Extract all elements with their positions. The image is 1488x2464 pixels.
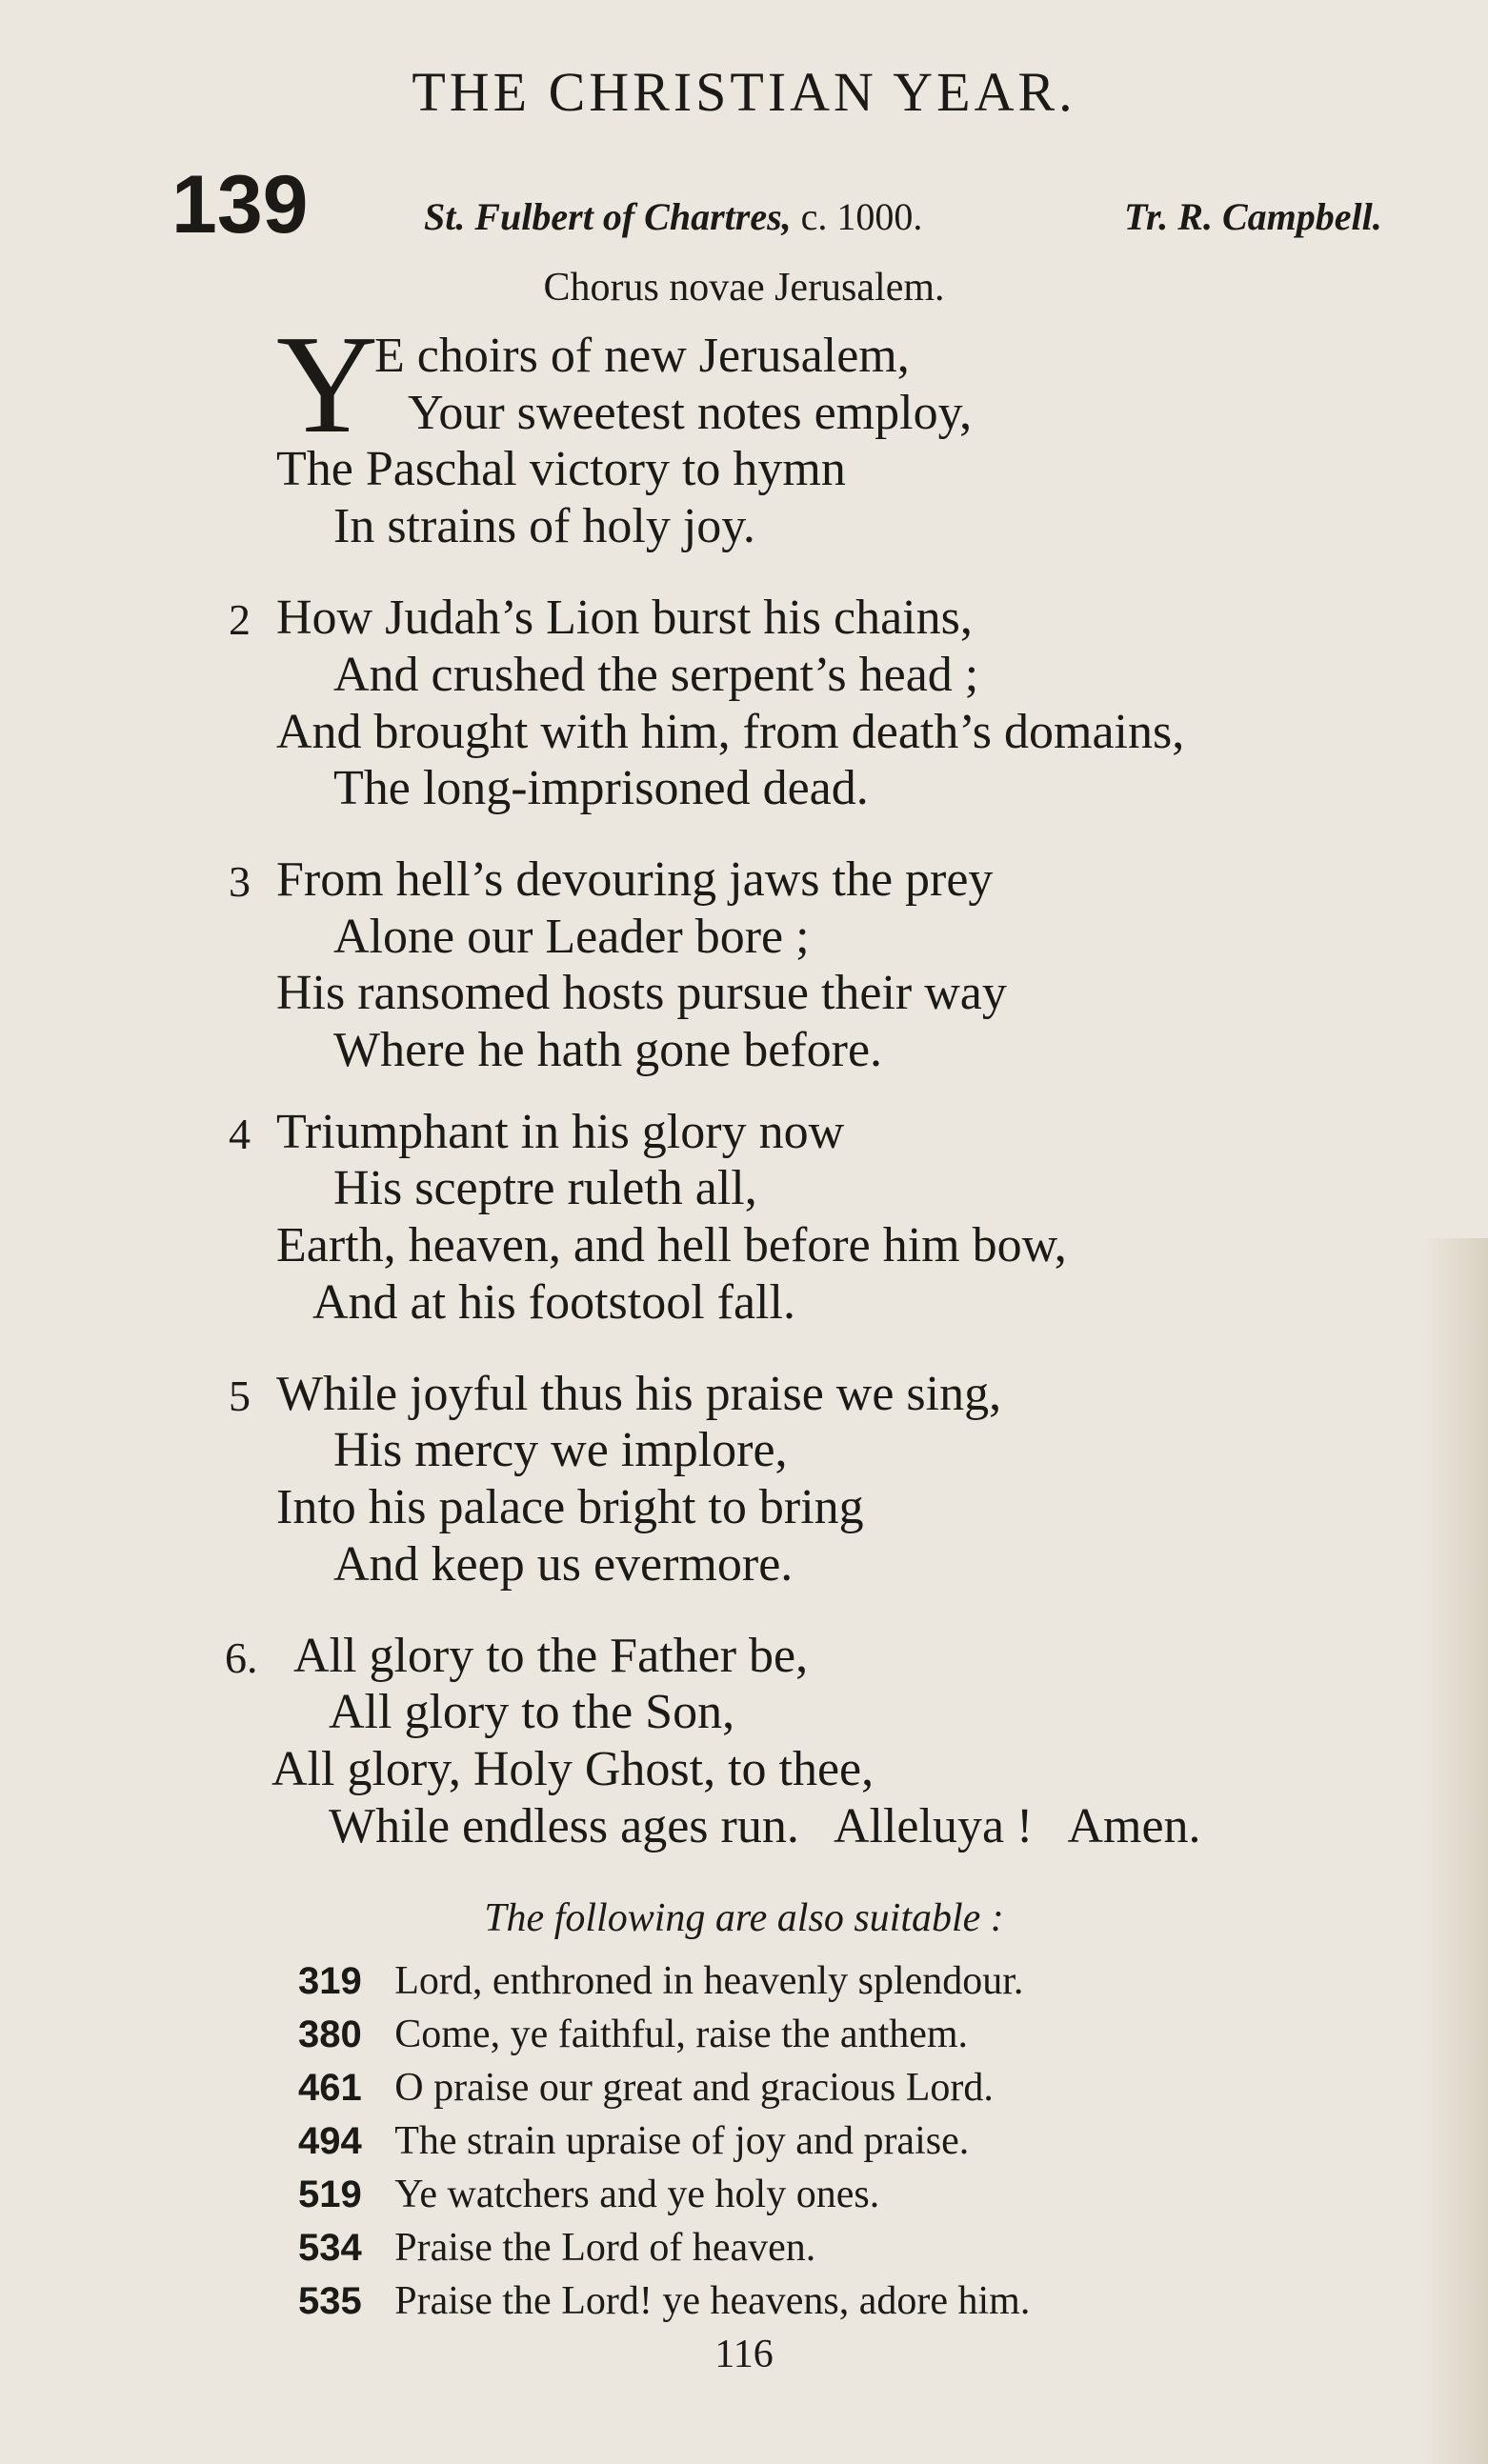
verse-2-line-4: The long-imprisoned dead. — [333, 761, 869, 815]
hymn-author: St. Fulbert of Chartres, — [424, 195, 792, 238]
verse-2-line-2: And crushed the serpent’s head ; — [333, 648, 979, 702]
list-item-number: 494 — [298, 2120, 362, 2162]
list-item-title: The strain upraise of joy and praise. — [394, 2119, 970, 2163]
verse-4-line-4: And at his footstool fall. — [312, 1275, 795, 1330]
verse-6-line-1: All glory to the Father be, — [293, 1629, 809, 1683]
page-number: 116 — [714, 2333, 774, 2376]
verse-4-line-1: Triumphant in his glory now — [276, 1105, 845, 1159]
list-item-title: O praise our great and gracious Lord. — [394, 2066, 994, 2110]
suitable-heading: The following are also suitable : — [484, 1896, 1004, 1940]
hymn-translator: Tr. R. Campbell. — [1124, 195, 1382, 238]
verse-3-line-2: Alone our Leader bore ; — [333, 910, 810, 964]
list-item-title: Lord, enthroned in heavenly splendour. — [394, 1959, 1024, 2003]
verse-5-line-2: His mercy we implore, — [333, 1423, 788, 1477]
verse-3-line-4: Where he hath gone before. — [333, 1023, 883, 1077]
verse-1-line-4: In strains of holy joy. — [333, 499, 755, 553]
list-item-number: 535 — [298, 2280, 362, 2322]
list-item — [298, 2068, 994, 2108]
verse-1-line-2: Your sweetest notes employ, — [408, 386, 973, 440]
list-item — [298, 2281, 1030, 2321]
verse-1-line-1: E choirs of new Jerusalem, — [374, 329, 910, 383]
verse-5-line-1: While joyful thus his praise we sing, — [276, 1367, 1002, 1421]
list-item — [298, 2121, 969, 2161]
verse-2-number: 2 — [229, 595, 251, 644]
list-item-number: 380 — [298, 2013, 362, 2055]
latin-title: Chorus novae Jerusalem. — [543, 266, 945, 310]
hymn-number: 139 — [171, 159, 309, 250]
verse-2-line-1: How Judah’s Lion burst his chains, — [276, 591, 973, 645]
verse-6-line-2: All glory to the Son, — [329, 1685, 735, 1739]
list-item-title: Come, ye faithful, raise the anthem. — [394, 2013, 969, 2056]
verse-4-line-3: Earth, heaven, and hell before him bow, — [276, 1218, 1067, 1272]
verse-2-line-3: And brought with him, from death’s domains, — [276, 705, 1185, 759]
list-item — [298, 2014, 968, 2054]
verse-4-number: 4 — [229, 1110, 251, 1158]
list-item-title: Praise the Lord! ye heavens, adore him. — [394, 2279, 1031, 2323]
verse-5-line-4: And keep us evermore. — [333, 1537, 794, 1592]
verse-5-number: 5 — [229, 1372, 251, 1420]
list-item-title: Ye watchers and ye holy ones. — [394, 2173, 880, 2216]
list-item — [298, 1961, 1023, 2001]
list-item-number: 319 — [298, 1960, 362, 2002]
verse-1-line-3: The Paschal victory to hymn — [276, 442, 846, 496]
verse-6-line-3: All glory, Holy Ghost, to thee, — [271, 1742, 875, 1796]
verse-5-line-3: Into his palace bright to bring — [276, 1480, 864, 1534]
verse-6-number: 6. — [225, 1633, 258, 1682]
verse-3-number: 3 — [229, 857, 251, 906]
list-item — [298, 2228, 815, 2268]
running-head: THE CHRISTIAN YEAR. — [412, 61, 1076, 123]
verse-3-line-3: His ransomed hosts pursue their way — [276, 966, 1007, 1020]
verse-4-line-2: His sceptre ruleth all, — [333, 1161, 757, 1215]
list-item-number: 461 — [298, 2067, 362, 2109]
list-item-title: Praise the Lord of heaven. — [394, 2226, 816, 2270]
hymn-date: c. 1000. — [800, 195, 923, 238]
list-item — [298, 2174, 879, 2214]
verse-3-line-1: From hell’s devouring jaws the prey — [276, 852, 994, 907]
verse-6-line-4: While endless ages run. Alleluya ! Amen. — [329, 1799, 1201, 1853]
page-edge-shadow — [1421, 1238, 1488, 2464]
drop-cap: Y — [276, 307, 378, 463]
hymn-attribution — [424, 195, 923, 238]
list-item-number: 534 — [298, 2227, 362, 2269]
list-item-number: 519 — [298, 2174, 362, 2215]
